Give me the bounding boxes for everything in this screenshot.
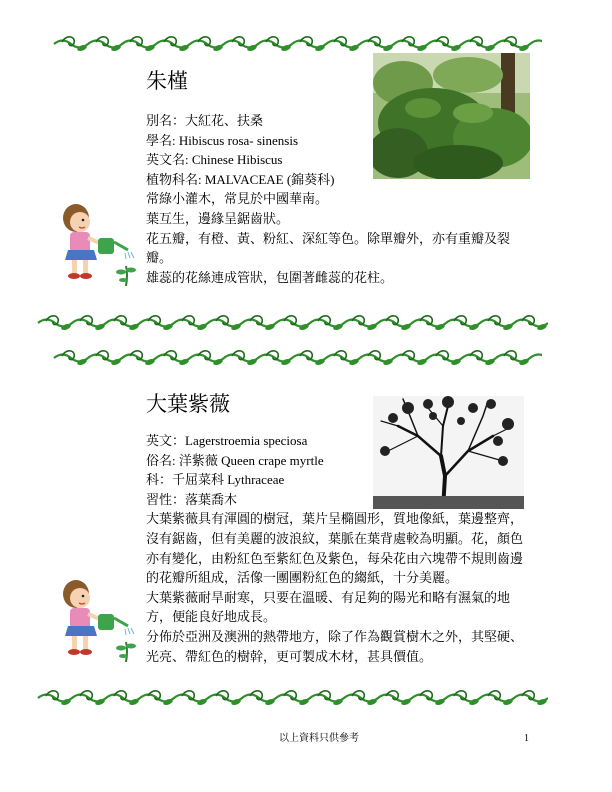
footer-note: 以上資料只供參考 <box>279 733 359 744</box>
vine-divider-mid-1 <box>36 312 548 334</box>
description-line: 常綠小灌木，常見於中國華南。 <box>146 191 329 207</box>
family-line: 科：千屈菜科 Lythraceae <box>146 472 285 488</box>
scientific-name-line: 學名: Hibiscus rosa- sinensis <box>146 132 299 148</box>
description-line: 葉互生，邊緣呈鋸齒狀。 <box>146 210 290 226</box>
description-paragraph: 大葉紫薇耐旱耐寒，只要在溫暖、有足夠的陽光和略有濕氣的地方，便能良好地成長。 <box>146 589 511 625</box>
entry-title: 大葉紫薇 <box>146 392 230 416</box>
vine-icon <box>52 347 542 369</box>
girl-watering-plant-icon <box>58 198 142 288</box>
english-name-line: 英文：Lagerstroemia speciosa <box>146 433 308 448</box>
description-line: 花五瓣，有橙、黃、粉紅、深紅等色。除單瓣外，亦有重瓣及裂瓣。 <box>146 230 511 266</box>
family-line: 植物科名: MALVACEAE (錦葵科) <box>146 171 335 187</box>
vine-divider-bottom <box>36 687 548 709</box>
girl-watering-plant-icon <box>58 574 142 664</box>
girl-icon <box>58 198 142 288</box>
entry-details <box>146 111 532 287</box>
habit-line: 習性：落葉喬木 <box>146 491 238 507</box>
description-paragraph: 大葉紫薇具有渾圓的樹冠，葉片呈橢圓形，質地像紙，葉邊整齊，沒有鋸齒，但有美麗的波浪紋，葉脈在葉背處較為明顯。花，顏色亦有變化，由粉紅色至紫紅色及紫色，每朵花由六塊帶不規則齒邊的花瓣所組成，活像一團團粉紅色的縐紙，十分美麗。 <box>146 511 524 586</box>
common-name-line: 俗名: 洋紫薇 Queen crape myrtle <box>146 452 324 468</box>
entry-title: 朱槿 <box>146 69 188 93</box>
vine-icon <box>52 33 542 55</box>
vine-icon <box>36 687 548 709</box>
vine-divider-top <box>52 33 542 55</box>
vine-icon <box>36 312 548 334</box>
description-line: 雄蕊的花絲連成管狀，包圍著雌蕊的花柱。 <box>146 269 394 285</box>
entry-details <box>146 431 532 666</box>
vine-divider-mid-2 <box>52 347 542 369</box>
description-paragraph: 分佈於亞洲及澳洲的熱帶地方，除了作為觀賞樹木之外，其堅硬、光亮、帶紅色的樹幹，更可製成木材，甚具價值。 <box>146 628 524 664</box>
alias-line: 別名：大紅花、扶桑 <box>146 113 264 128</box>
girl-icon <box>58 574 142 664</box>
english-name-line: 英文名: Chinese Hibiscus <box>146 152 283 168</box>
page-number: 1 <box>524 733 529 744</box>
